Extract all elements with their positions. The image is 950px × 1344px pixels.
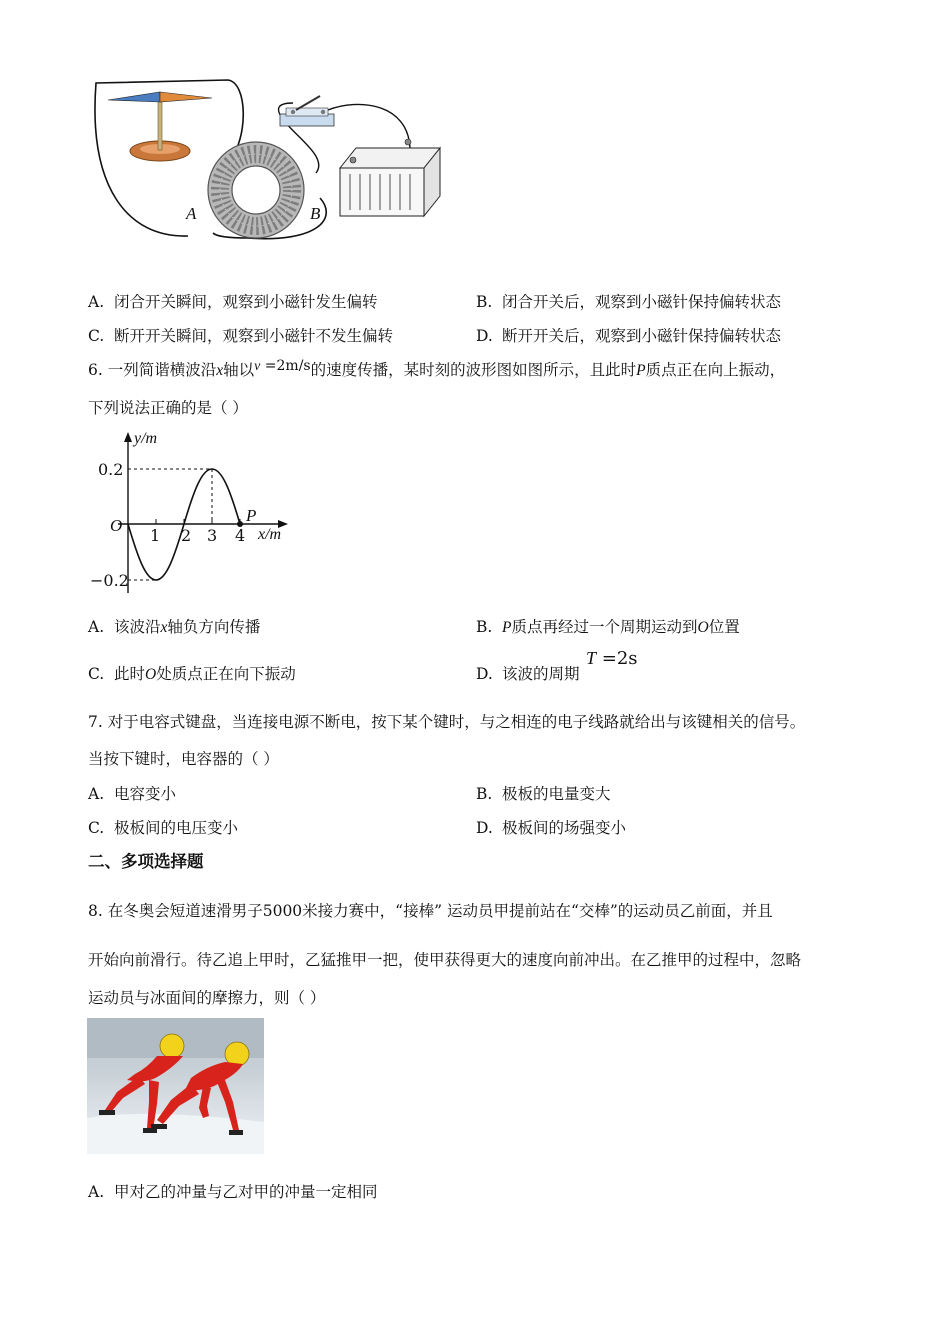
var-v: v xyxy=(254,359,261,374)
x-tick-3: 3 xyxy=(207,526,218,545)
var-p: P xyxy=(636,362,646,379)
x-tick-4: 4 xyxy=(235,526,246,545)
q7-option-c[interactable]: C. 极板间的电压变小 xyxy=(88,819,239,837)
x-tick-2: 2 xyxy=(181,526,192,545)
label-a: A xyxy=(186,204,197,223)
y-tick-top: 0.2 xyxy=(98,460,124,479)
q6-option-b[interactable]: B. P质点再经过一个周期运动到O位置 xyxy=(476,618,740,636)
q8-stem-line3: 运动员与冰面间的摩擦力，则（ ） xyxy=(88,989,326,1007)
q5-option-b[interactable] xyxy=(476,292,781,312)
point-p-label: P xyxy=(246,506,257,525)
option-letter: A. xyxy=(88,293,105,311)
q5-option-a[interactable] xyxy=(88,292,378,312)
y-tick-bottom: −0.2 xyxy=(90,571,129,590)
var-x: x xyxy=(216,362,224,379)
option-text: 闭合开关瞬间，观察到小磁针发生偏转 xyxy=(114,293,378,311)
battery xyxy=(340,139,440,216)
q6-option-c[interactable]: C. 此时O处质点正在向下振动 xyxy=(88,665,296,683)
q5-option-c[interactable] xyxy=(88,326,393,346)
q6-stem-line2: 下列说法正确的是（ ） xyxy=(88,399,248,417)
q7-option-d[interactable]: D. 极板间的场强变小 xyxy=(476,819,627,837)
q8-stem-line2: 开始向前滑行。待乙追上甲时，乙猛推甲一把，使甲获得更大的速度向前冲出。在乙推甲的过程中，忽略 xyxy=(88,951,802,969)
option-letter: C. xyxy=(88,327,105,345)
origin-label: O xyxy=(110,516,123,535)
q8-option-a[interactable]: A. 甲对乙的冲量与乙对甲的冲量一定相同 xyxy=(88,1183,378,1201)
q6-stem-line1: 6. 一列简谐横波沿x轴以v =2m/s的速度传播，某时刻的波形图如图所示，且此时P质点正在向上振动， xyxy=(88,358,786,379)
wave-graph xyxy=(88,428,298,596)
option-text: 断开开关瞬间，观察到小磁针不发生偏转 xyxy=(114,327,394,345)
q6-option-a[interactable]: A. 该波沿x轴负方向传播 xyxy=(88,618,261,636)
q7-option-b[interactable]: B. 极板的电量变大 xyxy=(476,785,611,803)
y-axis-label: y/m xyxy=(134,430,158,447)
q7-option-a[interactable]: A. 电容变小 xyxy=(88,785,177,803)
period-formula: T =2s xyxy=(586,648,638,669)
compass-stand xyxy=(108,92,212,161)
q7-stem-line1: 7. 对于电容式键盘，当连接电源不断电，按下某个键时，与之相连的电子线路就给出与该键相关的信号。 xyxy=(88,713,806,731)
skaters-illustration xyxy=(87,1018,264,1154)
option-text: 断开开关后，观察到小磁针保持偏转状态 xyxy=(502,327,782,345)
circuit-figure xyxy=(88,78,448,253)
q5-option-d[interactable] xyxy=(476,326,781,346)
option-text: 闭合开关后，观察到小磁针保持偏转状态 xyxy=(502,293,782,311)
speed-skating-photo xyxy=(87,1018,264,1154)
option-letter: B. xyxy=(476,293,493,311)
label-b: B xyxy=(310,204,321,223)
option-letter: D. xyxy=(476,327,493,345)
q7-stem-line2: 当按下键时，电容器的（ ） xyxy=(88,750,279,768)
x-tick-1: 1 xyxy=(150,526,161,545)
knife-switch xyxy=(280,96,334,126)
section-heading: 二、多项选择题 xyxy=(88,852,204,871)
toroid-coil xyxy=(208,142,304,238)
x-axis-label: x/m xyxy=(258,526,282,543)
q8-stem-line1: 8. 在冬奥会短道速滑男子5000米接力赛中，“接棒” 运动员甲提前站在“交棒”的运动员乙前面，并且 xyxy=(88,902,773,920)
velocity-eq: =2m/s xyxy=(260,358,311,374)
circuit-diagram xyxy=(88,78,448,253)
q6-option-d[interactable]: D. 该波的周期 xyxy=(476,665,580,683)
